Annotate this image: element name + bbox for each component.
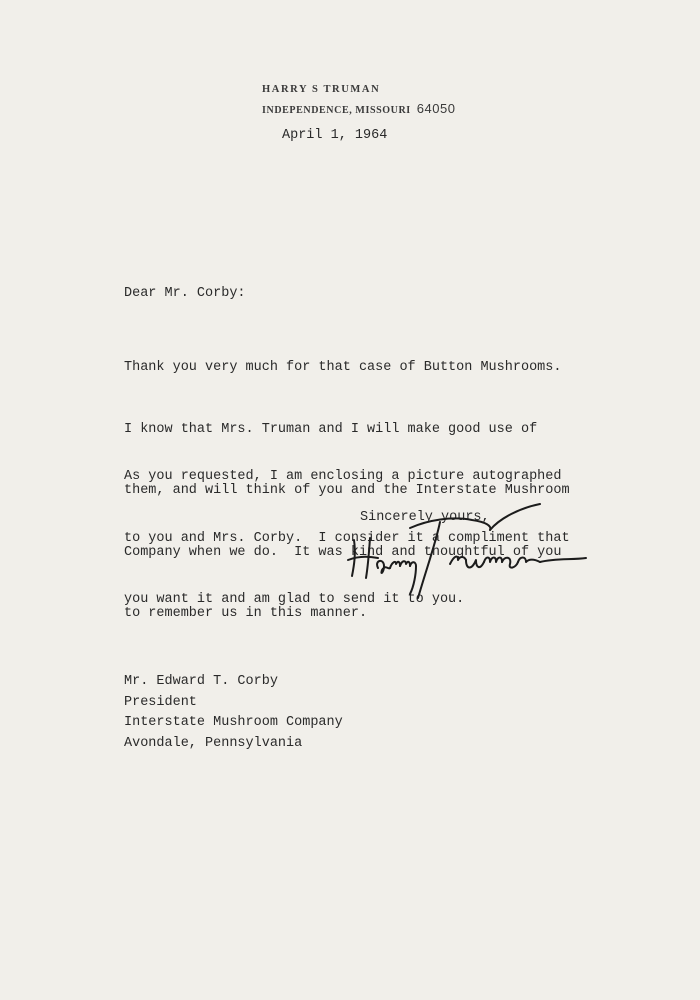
recipient-title: President: [124, 694, 197, 710]
recipient-location: Avondale, Pennsylvania: [124, 735, 303, 751]
paragraph-line: to remember us in this manner.: [124, 606, 368, 621]
letterhead-city-state: INDEPENDENCE, MISSOURI: [262, 105, 411, 116]
recipient-name: Mr. Edward T. Corby: [124, 674, 278, 689]
letterhead-address: [262, 101, 455, 116]
recipient-company: Interstate Mushroom Company: [124, 715, 343, 730]
paragraph-line: Company when we do. It was kind and thoughtful of you: [124, 544, 562, 560]
salutation: Dear Mr. Corby:: [124, 286, 246, 301]
paragraph-line: them, and will think of you and the Interstate Mushroom: [124, 483, 570, 498]
paragraph-line: I know that Mrs. Truman and I will make good use of: [124, 421, 538, 437]
paragraph-line: to you and Mrs. Corby. I consider it a compliment that: [124, 530, 570, 546]
recipient-address: [124, 672, 343, 754]
letter-date: April 1, 1964: [282, 128, 388, 143]
handwritten-signature: [340, 498, 600, 608]
paragraph-line: As you requested, I am enclosing a picture autographed: [124, 469, 562, 484]
letterhead: [262, 84, 455, 116]
letterhead-name: HARRY S TRUMAN: [262, 84, 381, 95]
paragraph-line: you want it and am glad to send it to you.: [124, 592, 465, 607]
closing: Sincerely yours,: [360, 510, 490, 525]
paragraph-line: Thank you very much for that case of Button Mushrooms.: [124, 360, 562, 375]
letterhead-zip: 64050: [416, 101, 456, 116]
